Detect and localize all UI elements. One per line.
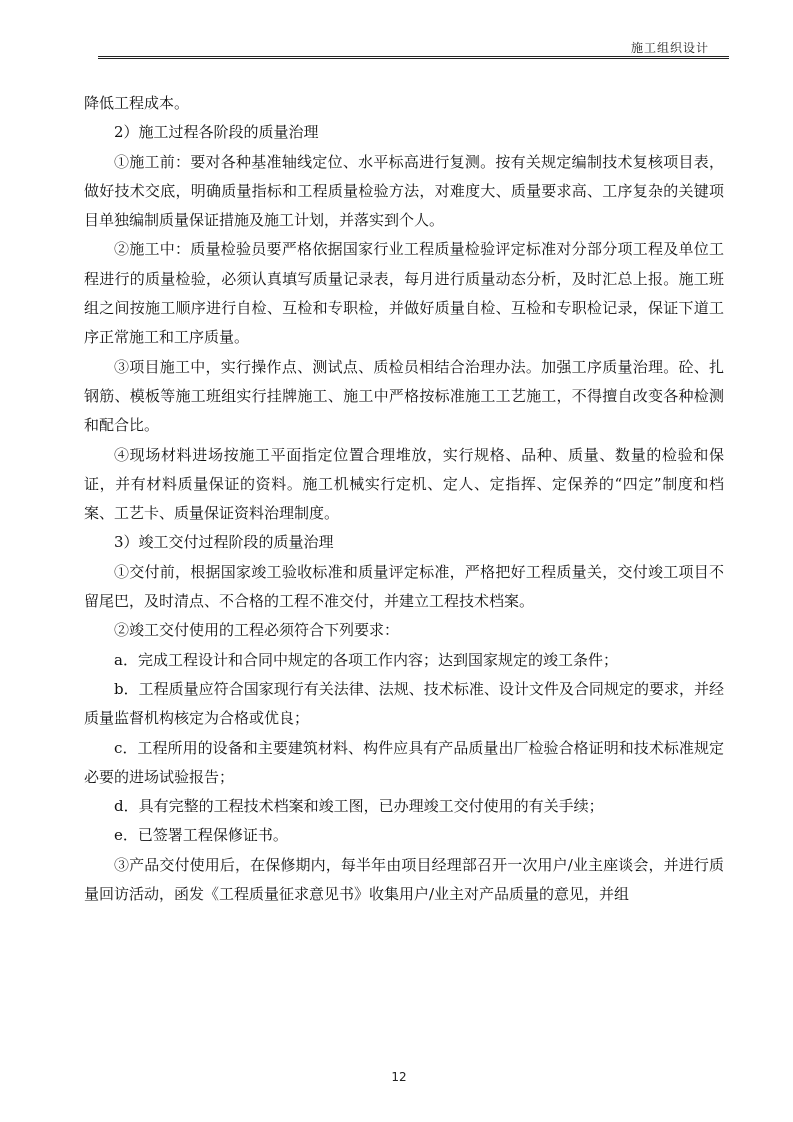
paragraph-before-construction: ①施工前：要对各种基准轴线定位、水平标高进行复测。按有关规定编制技术复核项目表，做好技术交底，明确质量指标和工程质量检验方法，对难度大、质量要求高、工序复杂的关键项目单独编制质量保证措施及施工计划，并落实到个人。 bbox=[84, 152, 724, 230]
paragraph-during-construction: ②施工中：质量检验员要严格依据国家行业工程质量检验评定标准对分部分项工程及单位工程进行的质量检验，必须认真填写质量记录表，每月进行质量动态分析，及时汇总上报。施工班组之间按施工顺序进行自检、互检和专职检，并做好质量自检、互检和专职检记录，保证下道工序正常施工和工序质量。 bbox=[84, 240, 724, 347]
header-rule bbox=[98, 56, 729, 59]
list-item-d: d．具有完整的工程技术档案和竣工图，已办理竣工交付使用的有关手续； bbox=[114, 797, 604, 816]
paragraph-project-construction: ③项目施工中，实行操作点、测试点、质检员相结合治理办法。加强工序质量治理。砼、扎钢筋、模板等施工班组实行挂牌施工、施工中严格按标准施工工艺施工，不得擅自改变各种检测和配合比。 bbox=[84, 357, 724, 435]
paragraph-site-materials: ④现场材料进场按施工平面指定位置合理堆放，实行规格、品种、质量、数量的检验和保证，并有材料质量保证的资料。施工机械实行定机、定人、定指挥、定保养的“四定”制度和档案、工艺卡、质量保证资料治理制度。 bbox=[84, 445, 724, 523]
paragraph-delivery-requirements: ②竣工交付使用的工程必须符合下列要求： bbox=[114, 621, 400, 640]
header-title: 施工组织设计 bbox=[630, 41, 709, 55]
paragraph-continuation: 降低工程成本。 bbox=[84, 94, 190, 112]
paragraph-after-delivery: ③产品交付使用后，在保修期内，每半年由项目经理部召开一次用户/业主座谈会，并进行质量回访活动，函发《工程质量征求意见书》收集用户/业主对产品质量的意见，并组 bbox=[84, 855, 724, 904]
list-item-a: a．完成工程设计和合同中规定的各项工作内容；达到国家规定的竣工条件； bbox=[114, 650, 618, 669]
list-item-b: b．工程质量应符合国家现行有关法律、法规、技术标准、设计文件及合同规定的要求，并经质量监督机构核定为合格或优良； bbox=[84, 679, 724, 728]
section-heading-3: 3）竣工交付过程阶段的质量治理 bbox=[114, 533, 334, 552]
document-body bbox=[84, 89, 724, 909]
list-item-c: c．工程所用的设备和主要建筑材料、构件应具有产品质量出厂检验合格证明和技术标准规定必要的进场试验报告； bbox=[84, 738, 724, 786]
list-item-e: e．已签署工程保修证书。 bbox=[114, 826, 288, 845]
paragraph-before-delivery: ①交付前，根据国家竣工验收标准和质量评定标准，严格把好工程质量关，交付竣工项目不留尾巴，及时清点、不合格的工程不准交付，并建立工程技术档案。 bbox=[84, 562, 724, 611]
section-heading-2: 2）施工过程各阶段的质量治理 bbox=[114, 123, 319, 142]
page-number: 12 bbox=[391, 1070, 407, 1084]
